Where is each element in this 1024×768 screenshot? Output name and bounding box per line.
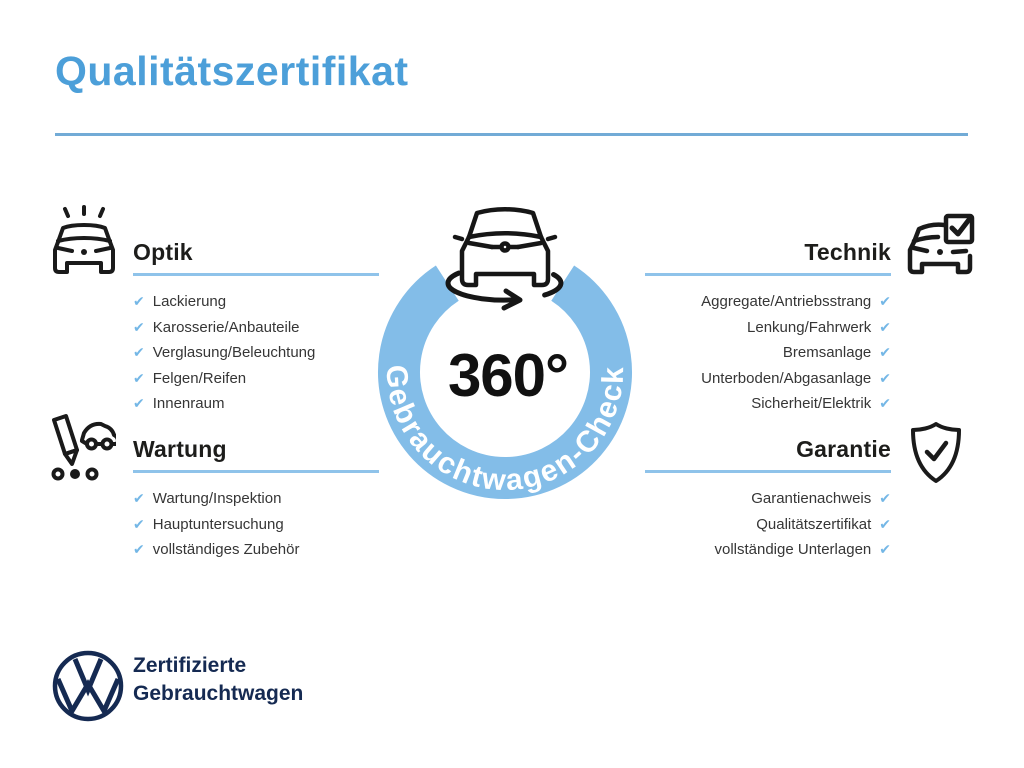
list-item (645, 486, 891, 512)
section-optik (133, 239, 379, 417)
section-wartung (133, 436, 379, 563)
list-item-label: Wartung/Inspektion (152, 490, 282, 507)
section-technik (645, 239, 891, 417)
list-item (645, 340, 891, 366)
check-icon: ✔ (133, 395, 145, 411)
check-icon: ✔ (879, 318, 891, 335)
list-item-label: Aggregate/Antriebsstrang (701, 293, 872, 310)
list-item (133, 340, 379, 366)
check-icon: ✔ (879, 344, 891, 360)
section-garantie-underline (645, 470, 891, 473)
footer-line1: Zertifizierte (133, 654, 247, 677)
list-item-label: vollständige Unterlagen (714, 541, 872, 558)
list-item (133, 512, 379, 538)
ring-label-text: Gebrauchtwagen-Check (379, 364, 631, 498)
list-item-label: Innenraum (152, 395, 225, 412)
check-icon: ✔ (879, 515, 891, 532)
check-icon: ✔ (879, 369, 891, 386)
pencil-car-icon (44, 410, 116, 482)
section-technik-underline (645, 273, 891, 276)
check-icon: ✔ (133, 515, 145, 532)
check-icon: ✔ (133, 318, 145, 335)
check-icon: ✔ (879, 541, 891, 557)
footer-brand-text (133, 652, 303, 708)
page-title: Qualitätszertifikat (55, 48, 409, 94)
360-check-badge (363, 193, 647, 515)
check-icon: ✔ (133, 293, 145, 309)
check-icon: ✔ (133, 541, 145, 557)
section-wartung-heading: Wartung (133, 436, 227, 462)
list-item-label: Lenkung/Fahrwerk (747, 318, 872, 336)
section-optik-underline (133, 273, 379, 276)
list-item (133, 315, 379, 341)
list-item (645, 537, 891, 563)
list-item (645, 512, 891, 538)
list-item-label: vollständiges Zubehör (152, 541, 300, 558)
check-icon: ✔ (133, 369, 145, 386)
section-wartung-underline (133, 470, 379, 473)
degree-label: 360° (447, 342, 569, 409)
list-item-label: Karosserie/Anbauteile (152, 318, 300, 336)
check-icon: ✔ (133, 490, 145, 506)
section-garantie (645, 436, 891, 563)
list-item (645, 315, 891, 341)
list-item (645, 391, 891, 417)
shield-check-icon (906, 420, 966, 486)
section-garantie-list (645, 486, 891, 563)
list-item (133, 289, 379, 315)
list-item (133, 366, 379, 392)
list-item-label: Sicherheit/Elektrik (751, 395, 872, 412)
list-item-label: Garantienachweis (751, 490, 872, 507)
title-divider (55, 133, 968, 136)
check-icon: ✔ (879, 293, 891, 309)
list-item (645, 289, 891, 315)
check-icon: ✔ (133, 344, 145, 360)
car-360-rotation-icon (448, 209, 561, 308)
list-item (645, 366, 891, 392)
section-optik-list (133, 289, 379, 417)
check-icon: ✔ (879, 490, 891, 506)
footer-line2: Gebrauchtwagen (133, 682, 304, 705)
list-item-label: Verglasung/Beleuchtung (152, 344, 316, 361)
list-item-label: Qualitätszertifikat (756, 515, 872, 533)
section-garantie-heading: Garantie (796, 436, 891, 462)
list-item-label: Lackierung (152, 293, 227, 310)
list-item (133, 486, 379, 512)
section-technik-list (645, 289, 891, 417)
list-item-label: Hauptuntersuchung (152, 515, 284, 533)
section-optik-heading: Optik (133, 239, 193, 265)
section-wartung-list (133, 486, 379, 563)
car-checkbox-icon (900, 206, 980, 286)
vw-logo (50, 648, 126, 724)
list-item (133, 537, 379, 563)
section-technik-heading: Technik (804, 239, 891, 265)
car-shine-icon (46, 204, 122, 280)
list-item-label: Unterboden/Abgasanlage (701, 369, 872, 387)
list-item (133, 391, 379, 417)
check-icon: ✔ (879, 395, 891, 411)
list-item-label: Bremsanlage (782, 344, 872, 361)
list-item-label: Felgen/Reifen (152, 369, 247, 387)
